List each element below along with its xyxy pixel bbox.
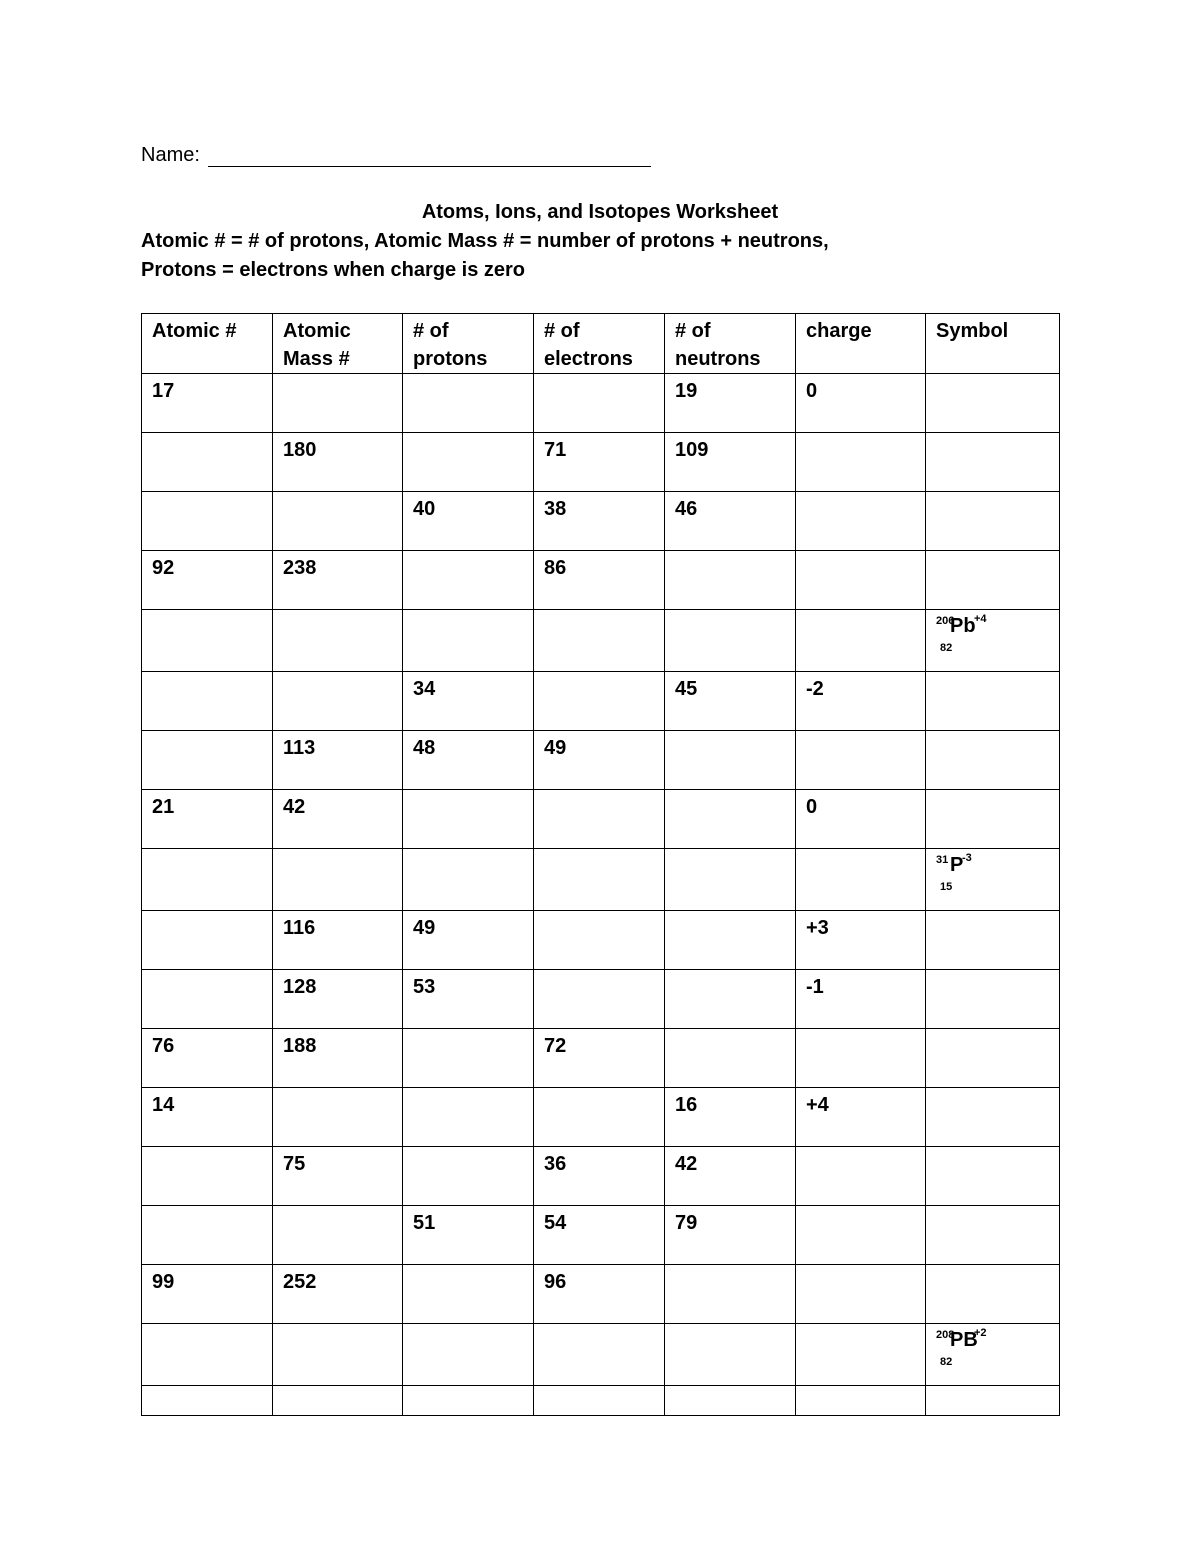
symbol-element: Pb: [950, 615, 976, 637]
table-cell[interactable]: [796, 1206, 926, 1265]
isotope-symbol: [936, 613, 1016, 663]
table-row: [142, 433, 1060, 492]
table-cell[interactable]: 238: [273, 551, 403, 610]
table-cell[interactable]: [926, 610, 1060, 672]
table-cell[interactable]: 17: [142, 374, 273, 433]
table-cell[interactable]: [403, 1147, 534, 1206]
table-cell[interactable]: [926, 1147, 1060, 1206]
table-cell[interactable]: 113: [273, 731, 403, 790]
table-cell[interactable]: 71: [534, 433, 665, 492]
name-blank-line[interactable]: [208, 146, 651, 167]
table-cell[interactable]: [926, 911, 1060, 970]
table-cell[interactable]: [796, 1265, 926, 1324]
table-cell[interactable]: 75: [273, 1147, 403, 1206]
table-cell[interactable]: [403, 849, 534, 911]
symbol-mass-number: 206: [936, 615, 955, 627]
table-cell[interactable]: 16: [665, 1088, 796, 1147]
table-row: [142, 1324, 1060, 1386]
table-cell[interactable]: [534, 849, 665, 911]
table-cell[interactable]: 48: [403, 731, 534, 790]
table-cell[interactable]: [273, 1386, 403, 1416]
table-cell[interactable]: 188: [273, 1029, 403, 1088]
table-cell[interactable]: -1: [796, 970, 926, 1029]
table-cell[interactable]: [796, 1147, 926, 1206]
table-cell[interactable]: [665, 970, 796, 1029]
table-cell[interactable]: [926, 1324, 1060, 1386]
name-label: Name:: [141, 144, 200, 166]
table-cell[interactable]: 86: [534, 551, 665, 610]
table-cell[interactable]: [665, 551, 796, 610]
column-header: # of electrons: [534, 314, 665, 374]
table-cell[interactable]: [926, 492, 1060, 551]
name-field-row: [141, 144, 651, 167]
table-cell[interactable]: [273, 1324, 403, 1386]
table-row: [142, 492, 1060, 551]
table-cell[interactable]: [142, 672, 273, 731]
table-cell[interactable]: [534, 1088, 665, 1147]
table-cell[interactable]: [142, 911, 273, 970]
table-cell[interactable]: [665, 849, 796, 911]
table-cell[interactable]: 46: [665, 492, 796, 551]
table-cell[interactable]: [665, 1324, 796, 1386]
table-cell[interactable]: [142, 849, 273, 911]
table-cell[interactable]: [926, 970, 1060, 1029]
table-cell[interactable]: [534, 610, 665, 672]
table-cell[interactable]: [926, 1265, 1060, 1324]
table-cell[interactable]: [796, 1386, 926, 1416]
table-cell[interactable]: [665, 1265, 796, 1324]
table-cell[interactable]: [665, 610, 796, 672]
table-cell[interactable]: [273, 374, 403, 433]
table-cell[interactable]: [926, 1029, 1060, 1088]
table-cell[interactable]: [403, 1029, 534, 1088]
table-cell[interactable]: 34: [403, 672, 534, 731]
table-cell[interactable]: 36: [534, 1147, 665, 1206]
table-row: [142, 1265, 1060, 1324]
isotope-symbol: [936, 1327, 1016, 1377]
table-cell[interactable]: +4: [796, 1088, 926, 1147]
table-cell[interactable]: [926, 731, 1060, 790]
table-cell[interactable]: [926, 672, 1060, 731]
table-cell[interactable]: 51: [403, 1206, 534, 1265]
table-cell[interactable]: 0: [796, 790, 926, 849]
table-cell[interactable]: -2: [796, 672, 926, 731]
table-cell[interactable]: [142, 970, 273, 1029]
table-row: [142, 1147, 1060, 1206]
table-cell[interactable]: 79: [665, 1206, 796, 1265]
table-cell[interactable]: 72: [534, 1029, 665, 1088]
table-cell[interactable]: [403, 1324, 534, 1386]
symbol-mass-number: 31: [936, 854, 949, 866]
table-cell[interactable]: 92: [142, 551, 273, 610]
table-cell[interactable]: 42: [273, 790, 403, 849]
table-row: [142, 1088, 1060, 1147]
table-cell[interactable]: [534, 1386, 665, 1416]
table-cell[interactable]: [926, 433, 1060, 492]
table-cell[interactable]: [534, 374, 665, 433]
table-cell[interactable]: 96: [534, 1265, 665, 1324]
table-cell[interactable]: [665, 731, 796, 790]
table-cell[interactable]: [796, 731, 926, 790]
table-row: [142, 731, 1060, 790]
table-cell[interactable]: 180: [273, 433, 403, 492]
table-cell[interactable]: [403, 610, 534, 672]
table-cell[interactable]: 128: [273, 970, 403, 1029]
table-cell[interactable]: 21: [142, 790, 273, 849]
isotope-symbol: [936, 852, 1016, 902]
table-row: [142, 849, 1060, 911]
table-cell[interactable]: 14: [142, 1088, 273, 1147]
column-header: Symbol: [926, 314, 1060, 374]
table-cell[interactable]: 38: [534, 492, 665, 551]
table-cell[interactable]: [403, 1265, 534, 1324]
table-cell[interactable]: [926, 551, 1060, 610]
symbol-charge: +2: [974, 1327, 987, 1339]
table-cell[interactable]: 19: [665, 374, 796, 433]
table-cell[interactable]: [796, 433, 926, 492]
column-header: Atomic Mass #: [273, 314, 403, 374]
table-cell[interactable]: [142, 492, 273, 551]
table-cell[interactable]: [926, 374, 1060, 433]
column-header: Atomic #: [142, 314, 273, 374]
table-row: [142, 551, 1060, 610]
table-cell[interactable]: [665, 911, 796, 970]
table-cell[interactable]: [926, 1206, 1060, 1265]
table-cell[interactable]: [273, 610, 403, 672]
table-row: [142, 911, 1060, 970]
table-row: [142, 790, 1060, 849]
table-cell[interactable]: [142, 1324, 273, 1386]
symbol-atomic-number: 15: [940, 881, 953, 893]
table-cell[interactable]: [534, 970, 665, 1029]
table-cell[interactable]: 40: [403, 492, 534, 551]
instruction-line-1: Atomic # = # of protons, Atomic Mass # = number of protons + neutrons,: [141, 230, 829, 252]
table-cell[interactable]: +3: [796, 911, 926, 970]
column-header: # of protons: [403, 314, 534, 374]
column-header: # of neutrons: [665, 314, 796, 374]
worksheet-table: [141, 313, 1060, 1416]
table-cell[interactable]: [796, 1029, 926, 1088]
table-cell[interactable]: [665, 1029, 796, 1088]
table-cell[interactable]: [665, 790, 796, 849]
table-cell[interactable]: [665, 1386, 796, 1416]
symbol-element: P: [950, 854, 964, 876]
symbol-charge: -3: [962, 852, 972, 864]
table-cell[interactable]: [534, 672, 665, 731]
table-cell[interactable]: [796, 492, 926, 551]
table-cell[interactable]: [403, 790, 534, 849]
table-cell[interactable]: [273, 849, 403, 911]
table-cell[interactable]: [534, 790, 665, 849]
table-cell[interactable]: 42: [665, 1147, 796, 1206]
column-header: charge: [796, 314, 926, 374]
table-cell[interactable]: [403, 551, 534, 610]
table-cell[interactable]: [273, 1088, 403, 1147]
table-cell[interactable]: 45: [665, 672, 796, 731]
table-row: [142, 1029, 1060, 1088]
table-cell[interactable]: [142, 1147, 273, 1206]
table-cell[interactable]: 54: [534, 1206, 665, 1265]
table-cell[interactable]: [142, 1386, 273, 1416]
table-cell[interactable]: [926, 1386, 1060, 1416]
symbol-element: PB: [950, 1329, 978, 1351]
table-cell[interactable]: 49: [534, 731, 665, 790]
table-row: [142, 672, 1060, 731]
table-row: [142, 610, 1060, 672]
table-cell[interactable]: [403, 1386, 534, 1416]
table-row: [142, 1206, 1060, 1265]
table-cell[interactable]: [142, 610, 273, 672]
table-cell[interactable]: [534, 911, 665, 970]
table-row: [142, 374, 1060, 433]
table-cell[interactable]: [926, 1088, 1060, 1147]
worksheet-title: Atoms, Ions, and Isotopes Worksheet: [421, 201, 779, 223]
symbol-atomic-number: 82: [940, 642, 953, 654]
table-cell[interactable]: 109: [665, 433, 796, 492]
table-cell[interactable]: [796, 1324, 926, 1386]
table-cell[interactable]: 76: [142, 1029, 273, 1088]
table-cell[interactable]: [403, 374, 534, 433]
table-cell[interactable]: 0: [796, 374, 926, 433]
table-cell[interactable]: 252: [273, 1265, 403, 1324]
table-cell[interactable]: [273, 492, 403, 551]
table-cell[interactable]: [796, 849, 926, 911]
table-cell[interactable]: [534, 1324, 665, 1386]
symbol-mass-number: 208: [936, 1329, 955, 1341]
table-cell[interactable]: [796, 551, 926, 610]
symbol-atomic-number: 82: [940, 1356, 953, 1368]
table-cell[interactable]: [142, 731, 273, 790]
table-cell[interactable]: 99: [142, 1265, 273, 1324]
table-cell[interactable]: 49: [403, 911, 534, 970]
table-cell[interactable]: [403, 1088, 534, 1147]
table-cell[interactable]: [403, 433, 534, 492]
table-cell[interactable]: 116: [273, 911, 403, 970]
table-header-row: [142, 314, 1060, 374]
table-cell[interactable]: [142, 1206, 273, 1265]
instruction-line-2: Protons = electrons when charge is zero: [141, 259, 526, 281]
table-cell[interactable]: 53: [403, 970, 534, 1029]
table-cell[interactable]: [796, 610, 926, 672]
table-cell[interactable]: [273, 1206, 403, 1265]
table-cell[interactable]: [926, 849, 1060, 911]
table-cell[interactable]: [273, 672, 403, 731]
table-cell[interactable]: [926, 790, 1060, 849]
table-row: [142, 1386, 1060, 1416]
symbol-charge: +4: [974, 613, 987, 625]
table-cell[interactable]: [142, 433, 273, 492]
table-row: [142, 970, 1060, 1029]
